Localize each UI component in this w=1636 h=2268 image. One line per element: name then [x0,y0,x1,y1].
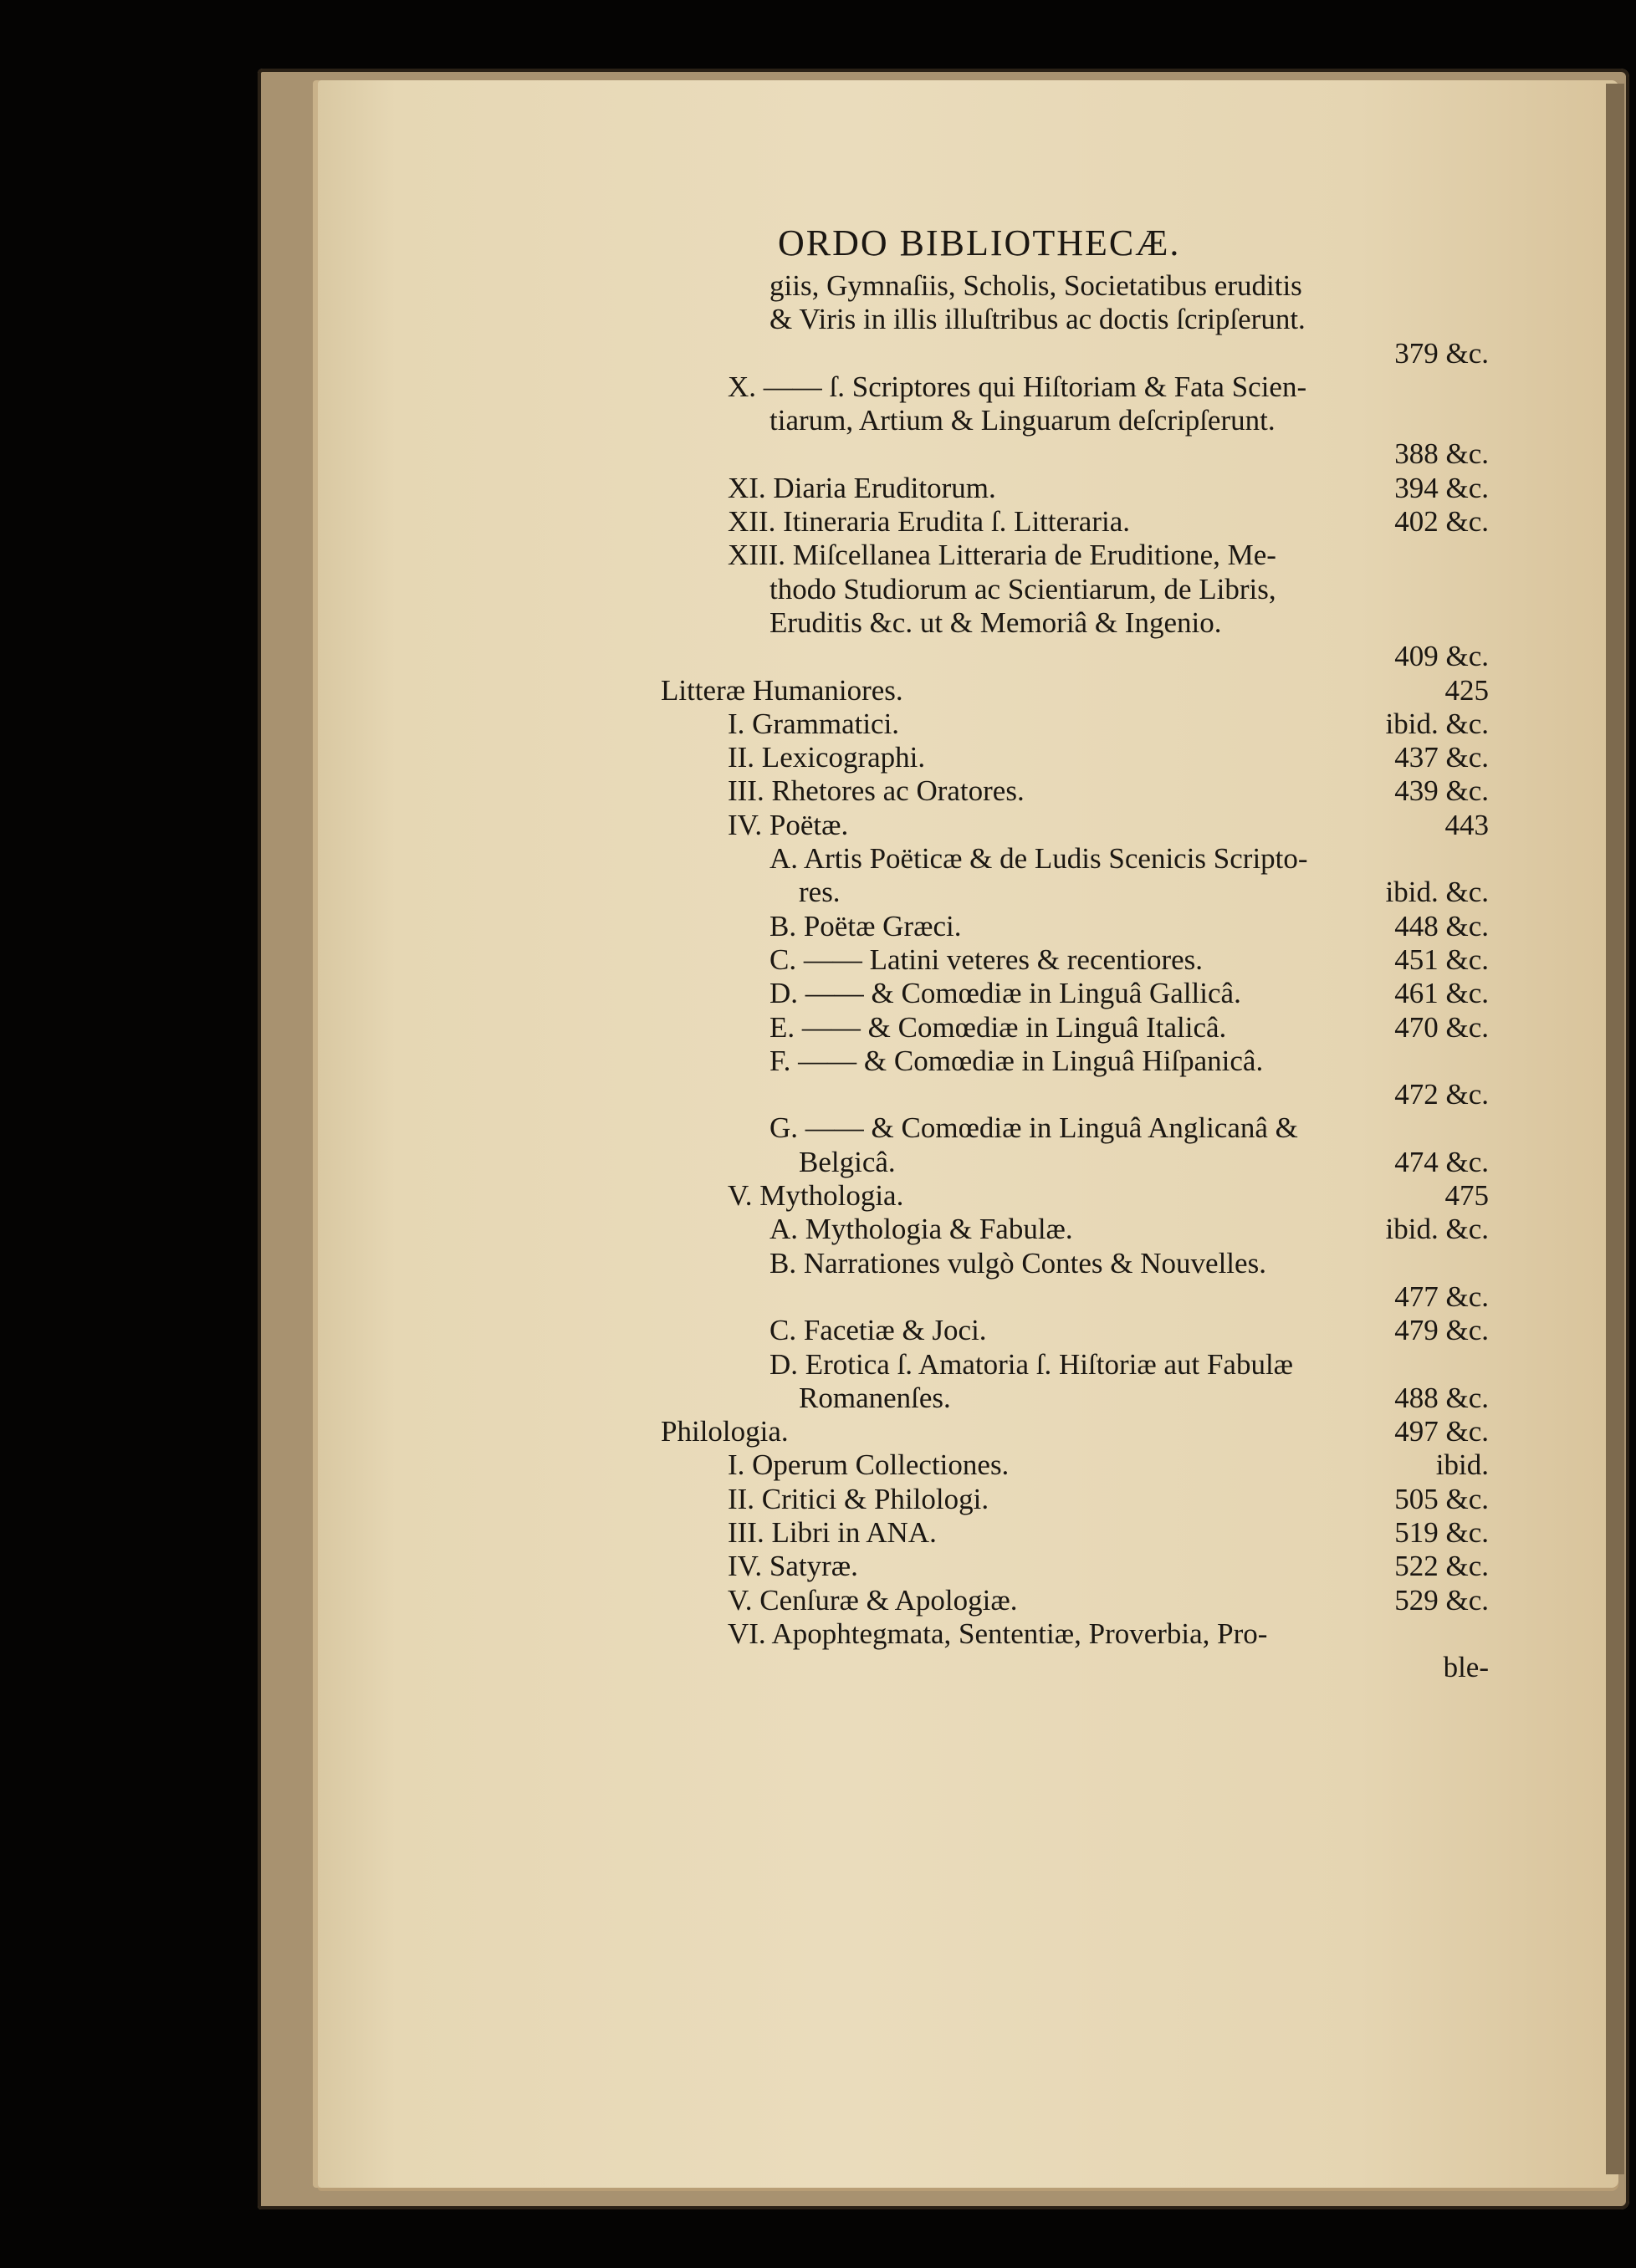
toc-page-ref: ibid. [1435,1448,1489,1482]
toc-page-ref: 388 &c. [1394,437,1489,471]
toc-entry-text: X. —— ſ. Scriptores qui Hiſtoriam & Fata Scien- [728,370,1307,403]
toc-entry-text: V. Mythologia. [728,1179,904,1213]
toc-page-ref: 402 &c. [1394,505,1489,539]
toc-entry-text: C. —— Latini veteres & recentiores. [769,942,1204,976]
toc-entry-text: Romanenſes. [799,1381,951,1414]
toc-entry-text: XII. Itineraria Erudita ſ. Litteraria. [728,505,1131,539]
toc-line [661,1448,1489,1482]
toc-line [661,1415,1489,1448]
toc-page-ref: 443 [1444,808,1489,841]
toc-line [661,774,1489,808]
toc-line [661,437,1489,471]
toc-line [661,674,1489,707]
toc-line [661,1280,1489,1314]
toc-line [661,539,1489,572]
toc-entry-text: A. Artis Poëticæ & de Ludis Scenicis Scripto- [769,842,1308,876]
toc-line [661,1651,1489,1684]
toc-page-ref: 425 [1444,673,1489,707]
toc-line [661,707,1489,741]
toc-line [661,1382,1489,1415]
toc-page-ref: ibid. &c. [1385,1213,1489,1246]
toc-page-ref: ibid. &c. [1385,876,1489,909]
toc-page-ref: 488 &c. [1394,1381,1489,1414]
toc-line [661,1045,1489,1078]
toc-line [661,943,1489,977]
toc-line [661,1179,1489,1213]
toc-entry-text: E. —— & Comœdiæ in Linguâ Italicâ. [769,1010,1227,1044]
toc-entry-text: B. Narrationes vulgò Contes & Nouvelles. [769,1246,1266,1280]
toc-page-ref: 497 &c. [1394,1415,1489,1448]
toc-line [661,404,1489,437]
toc-entry-text: XIII. Miſcellanea Litteraria de Eruditione, Me- [728,539,1276,572]
toc-entry-text: Belgicâ. [799,1145,896,1178]
toc-line [661,977,1489,1010]
running-head: ORDO BIBLIOTHECÆ. [778,222,1181,263]
toc-page-ref: ibid. &c. [1385,707,1489,740]
toc-page-ref: 474 &c. [1394,1145,1489,1178]
table-of-contents [661,269,1489,1684]
toc-entry-text: res. [799,876,841,909]
toc-entry-text: thodo Studiorum ac Scientiarum, de Libris, [769,572,1276,605]
toc-line [661,1617,1489,1651]
toc-entry-text: II. Lexicographi. [728,741,926,774]
toc-page-ref: 461 &c. [1394,977,1489,1010]
toc-page-ref: 448 &c. [1394,909,1489,942]
toc-entry-text: tiarum, Artium & Linguarum deſcripſerunt. [769,404,1276,437]
toc-page-ref: 451 &c. [1394,942,1489,976]
toc-line [661,269,1489,303]
toc-entry-text: F. —— & Comœdiæ in Linguâ Hiſpanicâ. [769,1044,1264,1077]
toc-entry-text: Litteræ Humaniores. [661,673,903,707]
toc-line [661,741,1489,774]
toc-line [661,876,1489,909]
toc-entry-text: IV. Poëtæ. [728,808,849,841]
toc-line [661,910,1489,943]
toc-line [661,606,1489,640]
toc-entry-text: II. Critici & Philologi. [728,1482,989,1515]
toc-line [661,573,1489,606]
toc-page-ref: 409 &c. [1394,640,1489,673]
toc-page-ref: 470 &c. [1394,1010,1489,1044]
toc-line [661,1213,1489,1246]
toc-entry-text: V. Cenſuræ & Apologiæ. [728,1583,1018,1617]
toc-line [661,370,1489,404]
toc-page-ref: 437 &c. [1394,741,1489,774]
toc-entry-text: A. Mythologia & Fabulæ. [769,1213,1073,1246]
toc-line [661,1584,1489,1617]
toc-entry-text: III. Libri in ANA. [728,1515,937,1549]
toc-page-ref: 529 &c. [1394,1583,1489,1617]
toc-entry-text: giis, Gymnaſiis, Scholis, Societatibus eruditis [769,269,1302,302]
toc-line [661,1550,1489,1583]
toc-entry-text: VI. Apophtegmata, Sententiæ, Proverbia, Pro- [728,1617,1268,1650]
toc-line [661,1516,1489,1550]
toc-entry-text: I. Operum Collectiones. [728,1448,1010,1482]
toc-line [661,842,1489,876]
toc-entry-text: B. Poëtæ Græci. [769,909,962,942]
toc-line [661,1247,1489,1280]
toc-page-ref: 477 &c. [1394,1280,1489,1313]
toc-line [661,1348,1489,1382]
toc-page-ref: 439 &c. [1394,774,1489,808]
toc-line [661,303,1489,336]
toc-entry-text: III. Rhetores ac Oratores. [728,774,1025,808]
toc-line [661,1314,1489,1347]
toc-line [661,472,1489,505]
toc-entry-text: & Viris in illis illuſtribus ac doctis ſcripſerunt. [769,303,1306,336]
toc-entry-text: XI. Diaria Eruditorum. [728,471,996,504]
toc-entry-text: Philologia. [661,1415,789,1448]
toc-entry-text: Eruditis &c. ut & Memoriâ & Ingenio. [769,605,1222,639]
toc-line [661,640,1489,673]
toc-line [661,337,1489,370]
toc-page-ref: 519 &c. [1394,1515,1489,1549]
toc-page-ref: 479 &c. [1394,1314,1489,1347]
toc-page-ref: 472 &c. [1394,1078,1489,1111]
toc-page-ref: 522 &c. [1394,1550,1489,1583]
toc-line [661,1078,1489,1111]
toc-line [661,505,1489,539]
toc-line [661,1111,1489,1145]
toc-line [661,1011,1489,1045]
toc-page-ref: 394 &c. [1394,471,1489,504]
toc-entry-text: IV. Satyræ. [728,1550,858,1583]
toc-page-ref: 475 [1444,1179,1489,1213]
toc-line [661,1483,1489,1516]
toc-entry-text: C. Facetiæ & Joci. [769,1314,987,1347]
page-content [661,222,1489,1684]
toc-line [661,1146,1489,1179]
toc-line [661,809,1489,842]
toc-page-ref: ble- [1443,1651,1489,1684]
toc-page-ref: 505 &c. [1394,1482,1489,1515]
toc-entry-text: G. —— & Comœdiæ in Linguâ Anglicanâ & [769,1111,1298,1145]
toc-page-ref: 379 &c. [1394,336,1489,370]
toc-entry-text: D. Erotica ſ. Amatoria ſ. Hiſtoriæ aut Fabulæ [769,1347,1294,1381]
toc-entry-text: I. Grammatici. [728,707,900,740]
book-binding-edge [1606,84,1624,2174]
toc-entry-text: D. —— & Comœdiæ in Linguâ Gallicâ. [769,977,1241,1010]
